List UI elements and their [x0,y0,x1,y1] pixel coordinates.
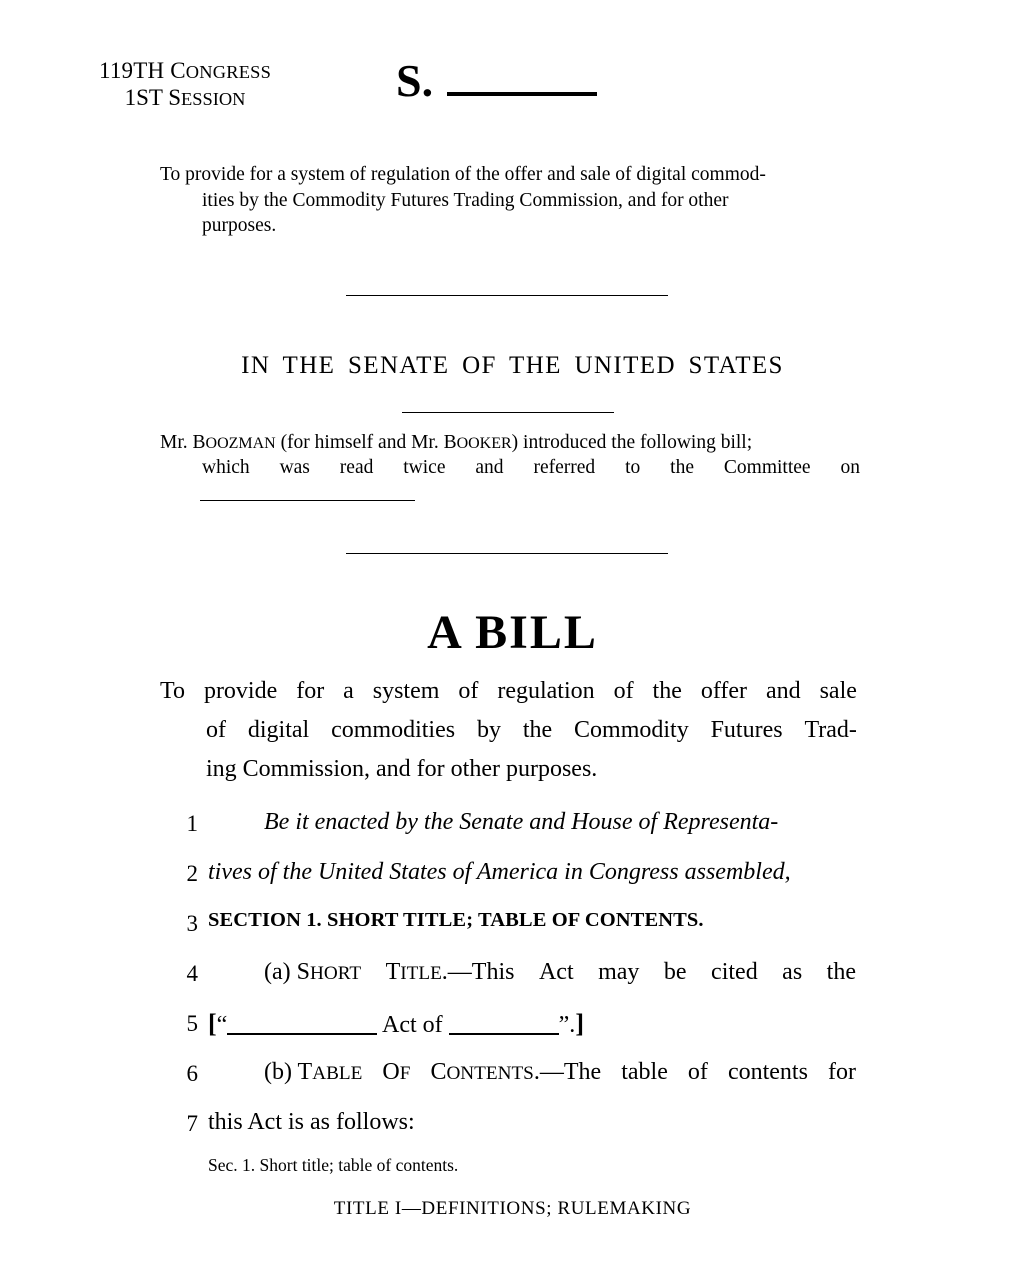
act-of-text: Act of [377,1012,449,1038]
body-line [0,1105,1025,1155]
sponsor-word: to [625,457,641,479]
body-line [0,955,1025,1005]
bill-prefix: S. [396,55,434,106]
line-text: this Act is as follows: [208,1109,415,1135]
line-number: 6 [186,1061,198,1086]
line-number: 5 [186,1011,198,1036]
line-text [208,1059,856,1086]
line-word: (b) TABLE [264,1059,363,1085]
purpose-word: the [652,678,682,704]
document-header [0,55,1025,111]
sponsor-word: was [279,457,310,479]
purpose-word: of [613,678,634,704]
purpose-word: of [458,678,479,704]
purpose-line-1 [160,672,857,711]
sponsor-word: which [202,457,250,479]
sponsor-word: and [475,457,504,479]
sponsor-word: the [670,457,694,479]
purpose-word: for [296,678,325,704]
purpose-word: sale [819,678,857,704]
line-number: 4 [186,961,198,986]
congress-block [0,58,360,111]
bill-purpose [160,672,857,789]
sponsor-block [160,430,860,481]
line-word: for [827,1059,856,1085]
purpose-word: Futures [710,716,783,743]
divider-rule-bottom [346,553,668,554]
line-text: Be it enacted by the Senate and House of Representa- [264,809,779,835]
divider-rule-sponsor [402,412,614,413]
line-word: cited [711,959,758,985]
congress-number [10,58,360,84]
body-line [0,1005,1025,1055]
chamber-heading: IN THE SENATE OF THE UNITED STATES [241,352,784,379]
line-number: 7 [186,1111,198,1136]
body-line [0,905,1025,955]
long-title-line-3: purposes. [202,215,277,237]
sponsor-line-1: Mr. BOOZMAN (for himself and Mr. BOOKER) introduced the following bill; [160,432,753,453]
divider-rule-top [346,295,668,296]
purpose-word: provide [203,678,278,704]
purpose-word: of [206,716,226,743]
line-word: be [663,959,687,985]
sponsor-line-2 [160,455,860,480]
line-text: tives of the United States of America in Congress assembled, [208,859,791,885]
purpose-line-2 [160,711,857,750]
line-text [208,959,856,986]
sponsor-word: read [339,457,374,479]
purpose-word: regulation [497,678,595,704]
bill-heading: A BILL [427,606,598,659]
sponsor-word: referred [533,457,596,479]
sponsor-word: twice [403,457,446,479]
line-word: table [621,1059,668,1085]
sponsor-word: Committee [723,457,811,479]
purpose-word: offer [700,678,748,704]
purpose-word: by [476,716,501,743]
session-number [10,85,360,111]
session-number-text: 1ST SESSION [124,84,246,110]
year-blank[interactable] [449,1010,559,1035]
purpose-word: and [765,678,801,704]
line-word: of [687,1059,708,1085]
purpose-word: system [372,678,440,704]
purpose-line-3: ing Commission, and for other purposes. [206,755,598,782]
line-word: OF [382,1059,411,1085]
bill-number-blank [447,58,597,96]
line-word: (a) SHORT [264,959,362,985]
purpose-word: Commodity [574,716,689,743]
short-title-blank[interactable] [227,1010,377,1035]
purpose-word: digital [247,716,310,743]
toc-title-heading: TITLE I—DEFINITIONS; RULEMAKING [333,1198,692,1219]
purpose-word: Trad- [804,716,857,743]
line-word: TITLE.—This [385,959,515,985]
body-line [0,1055,1025,1105]
body-line [0,855,1025,905]
line-word: contents [727,1059,808,1085]
purpose-word: a [343,678,354,704]
long-title [160,162,860,239]
short-title-blank-line: [“ Act of ”.] [208,1009,584,1038]
line-word: the [826,959,856,985]
line-word: Act [538,959,574,985]
body-line [0,805,1025,855]
line-number: 2 [186,861,198,886]
long-title-line-1: To provide for a system of regulation of the offer and sale of digital commod- [160,164,766,185]
line-word: may [598,959,640,985]
purpose-word: commodities [331,716,456,743]
congress-number-text: 119TH CONGRESS [99,58,271,83]
section-heading: SECTION 1. SHORT TITLE; TABLE OF CONTENTS. [208,909,704,931]
purpose-word: To [160,678,185,704]
line-number: 1 [186,811,198,836]
line-word: as [782,959,803,985]
bill-designator [396,55,597,106]
long-title-line-2: ities by the Commodity Futures Trading Commission, and for other [202,189,729,211]
line-number: 3 [186,911,198,936]
purpose-word: the [522,716,553,743]
divider-rule-committee [200,500,415,501]
toc-entry: Sec. 1. Short title; table of contents. [208,1155,459,1175]
line-word: CONTENTS.—The [430,1059,602,1085]
sponsor-word: on [840,457,860,479]
bill-body [0,805,1025,1155]
